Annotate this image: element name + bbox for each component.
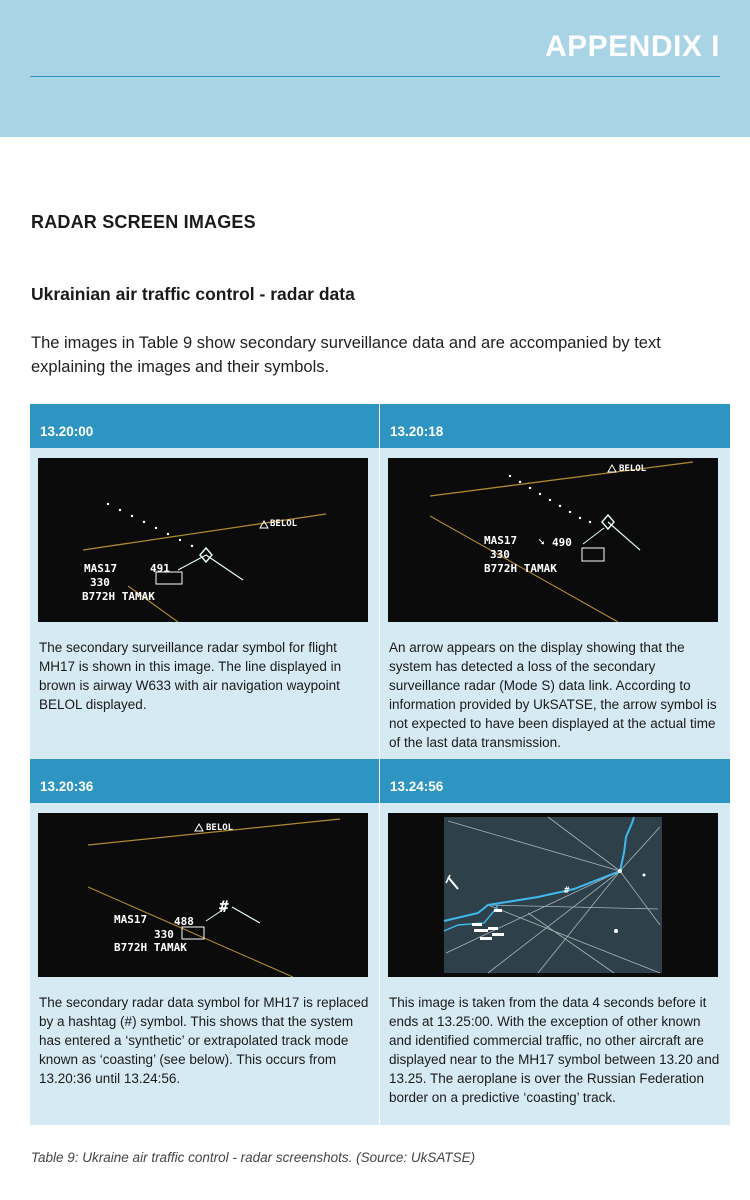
aircraft-type-label: B772H TAMAK [114, 941, 187, 954]
callsign-label: MAS17 [84, 562, 118, 575]
flight-level-label: 330 [154, 928, 174, 941]
radar-table [30, 404, 730, 1125]
table-caption: Table 9: Ukraine air traffic control - radar screenshots. (Source: UkSATSE) [31, 1150, 476, 1165]
coasting-track-marker: # [564, 886, 570, 896]
table-cell [30, 759, 380, 1125]
timestamp-header: 13.24:56 [380, 759, 730, 803]
cell-description: An arrow appears on the display showing that the system has detected a loss of the secondary surveillance radar (Mode S) data link. According to information provided by UkSATSE, the arrow symbol is not expected to have been displayed at the actual time of the last data transmission. [389, 640, 717, 750]
speed-label: 490 [552, 536, 572, 549]
radar-screenshot [388, 458, 718, 622]
flight-level-label: 330 [90, 576, 110, 589]
header-banner [0, 0, 750, 137]
aircraft-type-label: B772H TAMAK [484, 562, 557, 575]
cell-description: The secondary surveillance radar symbol for flight MH17 is shown in this image. The line displayed in brown is airway W633 with air navigation waypoint BELOL displayed. [39, 640, 342, 712]
waypoint-label: BELOL [206, 823, 234, 833]
table-row [30, 404, 730, 759]
intro-paragraph: The images in Table 9 show secondary surveillance data and are accompanied by text explaining the images and their symbols. [31, 334, 661, 376]
timestamp-header: 13.20:18 [380, 404, 730, 448]
section-heading: RADAR SCREEN IMAGES [31, 212, 256, 232]
radar-screenshot [38, 813, 368, 977]
callsign-label: MAS17 [484, 534, 518, 547]
sub-heading: Ukrainian air traffic control - radar data [31, 284, 355, 304]
radar-screenshot [38, 458, 368, 622]
speed-label: 488 [174, 915, 194, 928]
speed-label: 491 [150, 562, 170, 575]
flight-level-label: 330 [490, 548, 510, 561]
cell-description: The secondary radar data symbol for MH17 is replaced by a hashtag (#) symbol. This shows that the system has entered a ‘synthetic’ or extrapolated track mode known as ‘coasting’ (see below). This occurs from 13.20:36 until 13.24:56. [39, 995, 369, 1086]
table-cell [30, 404, 380, 759]
banner-divider [30, 76, 720, 77]
aircraft-type-label: B772H TAMAK [82, 590, 155, 603]
table-cell [380, 759, 730, 1125]
timestamp-header: 13.20:36 [30, 759, 379, 803]
hashtag-coasting-symbol: # [219, 897, 229, 916]
waypoint-label: BELOL [619, 464, 647, 474]
waypoint-label: BELOL [270, 519, 298, 529]
timestamp-header: 13.20:00 [30, 404, 379, 448]
arrow-symbol: ➘ [538, 535, 545, 548]
table-cell [380, 404, 730, 759]
appendix-title: APPENDIX I [544, 30, 720, 63]
radar-screenshot [388, 813, 718, 977]
cell-description: This image is taken from the data 4 seconds before it ends at 13.25:00. With the exception of other known and identified commercial traffic, no other aircraft are displayed near to the MH17 symbol between 13.20 and 13.25. The aeroplane is over the Russian Federation border on a predictive ‘coasting’ track. [389, 995, 720, 1105]
table-row [30, 759, 730, 1125]
callsign-label: MAS17 [114, 913, 148, 926]
